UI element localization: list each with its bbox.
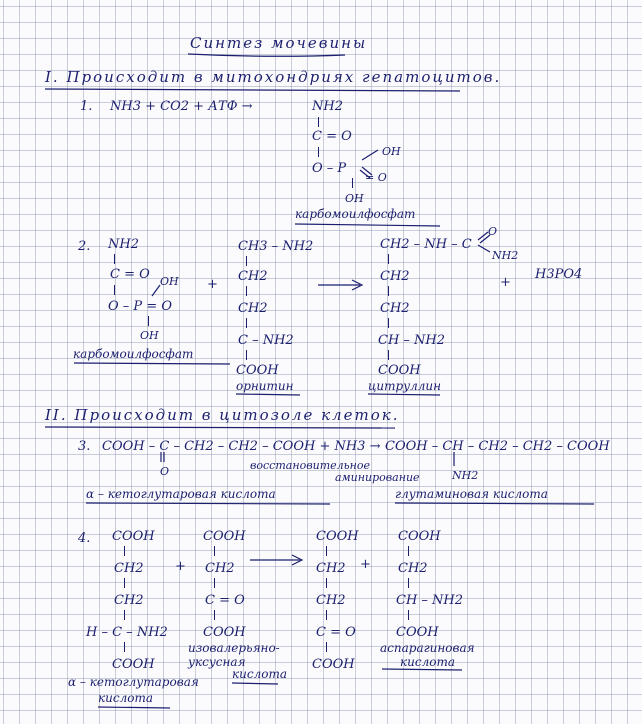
r2-reactant1-oh-bottom: OH — [140, 329, 159, 342]
r4-mol4-name-line2: кислота — [400, 655, 456, 669]
citrulline-ch2-1: CH2 — [380, 269, 410, 284]
r4-mol1-cooh-bottom: COOH — [112, 657, 155, 672]
r3-reactant-name: α – кетоглутаровая кислота — [86, 487, 276, 501]
r4-mol1-name-line1: α – кетоглутаровая — [68, 675, 199, 689]
plus-sign: + — [207, 277, 218, 292]
ornithine-name: орнитин — [236, 379, 294, 393]
ornithine-ch2-2: CH2 — [238, 301, 268, 316]
r3-note-line1: восстановительное — [250, 459, 371, 472]
ornithine-c-nh2: C – NH2 — [238, 333, 294, 348]
plus-sign: + — [500, 275, 511, 290]
section-2-underline — [45, 427, 395, 428]
product-name-carbamoylphosphate: карбомоилфосфат — [295, 207, 416, 221]
title-underline — [188, 54, 345, 56]
plus-sign: + — [360, 557, 371, 572]
r4-mol3-cooh-top: COOH — [316, 529, 359, 544]
r4-mol2-ch2: CH2 — [205, 561, 235, 576]
citrulline-ch-nh2: CH – NH2 — [378, 333, 446, 348]
r2-reactant1-co: C = O — [110, 267, 150, 282]
r4-mol2-underline — [232, 683, 278, 684]
r4-mol4-cooh-bottom: COOH — [396, 625, 439, 640]
r4-mol4-cooh-top: COOH — [398, 529, 441, 544]
r2-reactant1-name: карбомоилфосфат — [73, 347, 194, 361]
carbamoylphosphate-underline — [295, 224, 440, 226]
r4-mol4-underline — [382, 669, 462, 670]
r4-mol3-cooh-bottom: COOH — [312, 657, 355, 672]
r3-note-line2: аминирование — [335, 471, 420, 484]
r4-mol2-cooh-top: COOH — [203, 529, 246, 544]
r4-mol3-co: C = O — [316, 625, 356, 640]
carbamoyl-eq-o: = O — [365, 171, 387, 184]
r4-mol1-name-line2: кислота — [98, 691, 154, 705]
section-2-heading: II. Происходит в цитозоле клеток. — [45, 406, 400, 424]
citrulline-nh2: NH2 — [492, 249, 519, 262]
ornithine-underline — [236, 394, 300, 395]
plus-sign: + — [175, 559, 186, 574]
citrulline-ch2-2: CH2 — [380, 301, 410, 316]
citrulline-o: O — [488, 225, 498, 238]
citrulline-underline — [368, 394, 440, 395]
r2-p-oh-bond — [152, 285, 160, 296]
r4-mol3-ch2-1: CH2 — [316, 561, 346, 576]
r4-mol1-underline — [98, 707, 170, 708]
r4-mol4-name-line1: аспарагиновая — [380, 641, 475, 655]
citrulline-nh2-bond — [478, 245, 490, 252]
phosphoric-acid: H3PO4 — [535, 267, 583, 282]
r4-mol2-name-line3: кислота — [232, 667, 288, 681]
ornithine-ch2-1: CH2 — [238, 269, 268, 284]
r2-reactant1-nh2: NH2 — [108, 237, 139, 252]
reaction-1-number: 1. — [80, 99, 93, 114]
citrulline-cooh: COOH — [378, 363, 421, 378]
carbamoyl-co: C = O — [312, 129, 352, 144]
section-1-heading: I. Происходит в митохондриях гепатоцитов. — [45, 68, 502, 86]
r4-mol1-ch2-2: CH2 — [114, 593, 144, 608]
carbamoyl-p-oh-bond — [362, 150, 378, 160]
r3-product-name: глутаминовая кислота — [395, 487, 548, 501]
r4-mol2-co: C = O — [205, 593, 245, 608]
citrulline-co-bond — [478, 232, 490, 243]
r3-ketone-o: O — [160, 465, 170, 478]
citrulline-top-chain: CH2 – NH – C — [380, 237, 472, 252]
ornithine-ch3-nh2: CH3 – NH2 — [238, 239, 314, 254]
r3-ketone-bond — [161, 452, 164, 462]
reaction-3-right: COOH – CH – CH2 – CH2 – COOH — [385, 439, 610, 454]
r3-reactant-underline — [86, 503, 330, 504]
r3-amine-nh2: NH2 — [452, 469, 479, 482]
r4-mol2-name-line1: изовалерьяно- — [188, 641, 280, 655]
carbamoyl-oh-bottom: OH — [345, 192, 364, 205]
r4-mol2-cooh-bottom: COOH — [203, 625, 246, 640]
r4-mol4-ch-nh2: CH – NH2 — [396, 593, 464, 608]
page-title: Синтез мочевины — [190, 34, 368, 52]
r4-mol1-hcnh2: H – C – NH2 — [86, 625, 168, 640]
r2-reactant1-op: O – P = O — [108, 299, 172, 314]
r4-mol4-ch2: CH2 — [398, 561, 428, 576]
reaction-4-number: 4. — [78, 531, 91, 546]
r4-mol3-ch2-2: CH2 — [316, 593, 346, 608]
carbamoyl-nh2: NH2 — [312, 99, 343, 114]
carbamoyl-p-o-bond — [360, 167, 372, 178]
section-1-underline — [45, 89, 460, 91]
reaction-2-number: 2. — [78, 239, 91, 254]
ornithine-cooh: COOH — [236, 363, 279, 378]
r2-reactant1-oh-side: OH — [160, 275, 179, 288]
r4-mol1-cooh-top: COOH — [112, 529, 155, 544]
r4-mol2-name-line2: уксусная — [188, 655, 246, 669]
r3-product-underline — [395, 503, 594, 504]
citrulline-name: цитруллин — [368, 379, 442, 393]
reaction-3-left: COOH – C – CH2 – CH2 – COOH + NH3 → — [102, 439, 381, 454]
carbamoyl-oh-top: OH — [382, 145, 401, 158]
reaction-3-number: 3. — [78, 439, 91, 454]
r4-mol1-ch2-1: CH2 — [114, 561, 144, 576]
reaction-1-equation: NH3 + CO2 + АТФ → — [110, 99, 253, 114]
r2-reactant1-underline — [74, 363, 230, 364]
carbamoyl-op: O – P — [312, 161, 347, 176]
